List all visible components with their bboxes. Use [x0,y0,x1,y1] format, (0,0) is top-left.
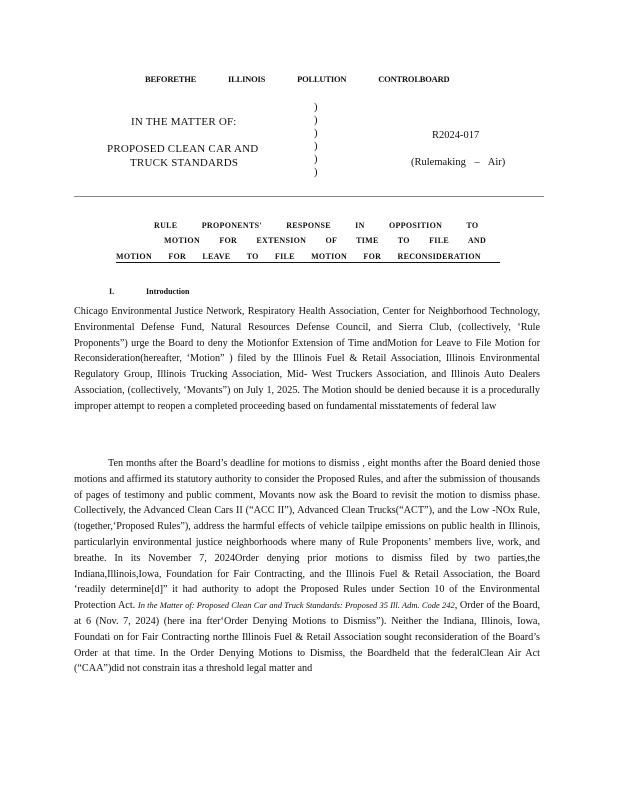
section-number: I. [109,287,115,296]
proposed-line-1: PROPOSED CLEAN CAR AND [107,143,259,155]
title-line-3: MOTION FOR LEAVE TO FILE MOTION FOR RECONSIDERATION [116,252,481,261]
title-line-1: RULE PROPONENTS' RESPONSE IN OPPOSITION TO [154,221,479,230]
paragraph-2-part-b: , Order of the Board, at 6 (Nov. 7, 2024) (here ina fter‘Order Denying Motions to Dismiss”). Neither the Indiana, Illinois, Iowa, Foundati on for Fair Contracting northe Illinois Fuel & Retail Association sought reconsideration of the Board’s Order at that time. In the Order Denying Motions to Dismiss, the Boardheld that the federalClean Air Act (“CAA”)did not constrain itas a threshold legal matter and [74,600,540,675]
paragraph-2-text [74,456,540,677]
proposed-line-2: TRUCK STANDARDS [130,157,239,169]
case-citation: In the Matter of: Proposed Clean Car and Truck Standards: Proposed 35 Ill. Adm. Code 242 [137,600,455,611]
rulemaking-label: (Rulemaking – Air) [411,157,506,168]
paragraph-1 [74,304,540,415]
caption-divider [74,196,544,197]
paragraph-1-text: Chicago Environmental Justice Network, Respiratory Health Association, Center for Neighborhood Technology, Environmental Defense Fund, Natural Resources Defense Council, and Sierra Club, (collectively, ‘Rule Proponents”) urge the Board to deny the Motionfor Extension of Time andMotion for Leave to File Motion for Reconsideration(hereafter, ‘Motion” ) filed by the Illinois Fuel & Retail Association, Illinois Environmental Regulatory Group, Illinois Trucking Association, Mid- West Truckers Association, and Illinois Auto Dealers Association, (collectively, ‘Movants”) on July 1, 2025. The Motion should be denied because it is a procedurally improper attempt to reopen a completed proceeding based on fundamental misstatements of federal law [74,306,540,412]
case-number: R2024-017 [432,130,480,141]
board-title: BEFORETHE ILLINOIS POLLUTION CONTROLBOARD [145,74,450,84]
title-underline [116,262,500,263]
caption-parentheses: ) ) ) ) ) ) [314,102,318,178]
title-line-2: MOTION FOR EXTENSION OF TIME TO FILE AND [164,236,487,245]
matter-line: IN THE MATTER OF: [131,116,237,128]
section-heading: Introduction [146,287,190,296]
paragraph-2-part-a: Ten months after the Board’s deadline for motions to dismiss , eight months after the Board denied those motions and affirmed its statutory authority to consider the Proposed Rules, and after the submission of thousands of pages of testimony and public comment, Movants now ask the Board to revisit the motion to dismiss phase. Collectively, the Advanced Clean Cars II (“ACC II”), Advanced Clean Trucks(“ACT”), and the Low -NOx Rule, (together,‘Proposed Rules”), address the harmful effects of vehicle tailpipe emissions on public health in Illinois, particularlyin environmental justice neighborhoods where many of Rule Proponents’ members live, work, and breathe. In its November 7, 2024Order denying prior motions to dismiss filed by two parties,the Indiana,Illinois,Iowa, Foundation for Fair Contracting, and the Illinois Fuel & Retail Association, the Board ‘readily determine[d]” it had authority to adopt the Proposed Rules under Section 10 of the Environmental Protection Act. [74,458,540,612]
paragraph-2 [74,456,540,677]
